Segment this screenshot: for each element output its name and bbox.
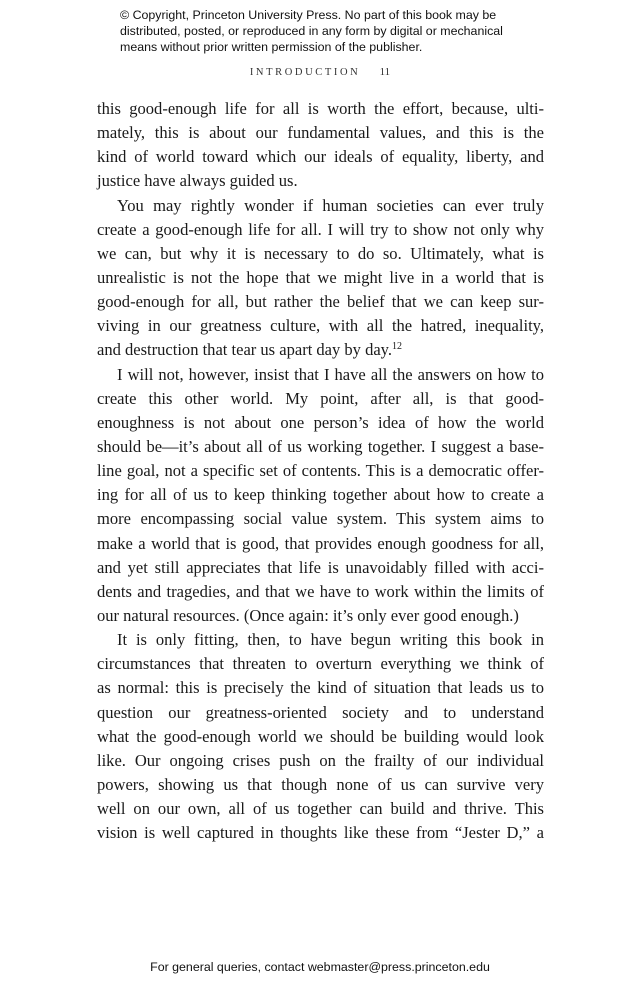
text-line-content: and destruction that tear us apart day by day.: [97, 340, 393, 360]
text-line: we can, but why it is necessary to do so. Ultimately, what is: [97, 243, 544, 263]
text-line: viving in our greatness culture, with all the hatred, inequality,: [97, 316, 544, 336]
text-line: kind of world toward which our ideals of equality, liberty, and: [97, 147, 544, 167]
text-line: as normal: this is precisely the kind of situation that leads us to: [97, 678, 544, 698]
text-line: You may rightly wonder if human societies can ever truly: [117, 195, 544, 215]
text-line: mately, this is about our fundamental values, and this is the: [97, 123, 544, 143]
text-line: unrealistic is not the hope that we might live in a world that is: [97, 267, 544, 287]
text-line: circumstances that threaten to overturn everything we think of: [97, 654, 544, 674]
paragraph: [97, 97, 544, 194]
copyright-line: means without prior written permission of the publisher.: [120, 40, 423, 54]
text-line: dents and tragedies, and that we have to work within the limits of: [97, 581, 544, 601]
body-text: [97, 97, 544, 845]
text-line: well on our own, all of us together can build and thrive. This: [97, 799, 544, 819]
running-head-section: INTRODUCTION: [249, 67, 361, 78]
text-line: should be—it’s about all of us working together. I suggest a base-: [97, 436, 544, 456]
paragraph: [97, 628, 544, 845]
contact-text: For general queries, contact webmaster@press.princeton.edu: [150, 960, 490, 974]
copyright-line: © Copyright, Princeton University Press. No part of this book may be: [120, 8, 497, 22]
paragraph: [97, 363, 544, 629]
text-line: this good-enough life for all is worth the effort, because, ulti-: [97, 99, 544, 118]
text-line: vision is well captured in thoughts like these from “Jester D,” a: [97, 823, 544, 843]
text-line: create a good-enough life for all. I will try to show not only why: [97, 219, 544, 239]
text-line: powers, showing us that though none of us can survive very: [97, 774, 544, 794]
page-footer: [0, 960, 640, 974]
text-line: make a world that is good, that provides enough goodness for all,: [97, 533, 544, 553]
text-line: and yet still appreciates that life is unavoidably filled with acci-: [97, 557, 544, 577]
text-line: ing for all of us to keep thinking together about how to create a: [97, 485, 544, 505]
running-head: [0, 66, 640, 78]
text-line: what the good-enough world we should be building would look: [97, 726, 544, 746]
text-line: create this other world. My point, after all, is that good-: [97, 388, 544, 408]
text-line: justice have always guided us.: [97, 171, 298, 191]
text-line: more encompassing social value system. This system aims to: [97, 509, 544, 529]
text-line: line goal, not a specific set of contents. This is a democratic offer-: [97, 461, 544, 481]
copyright-notice: [120, 7, 560, 55]
text-line: enoughness is not about one person’s idea of how the world: [97, 412, 544, 432]
text-line: like. Our ongoing crises push on the frailty of our individual: [97, 750, 544, 770]
footnote-reference[interactable]: 12: [392, 341, 403, 353]
text-line: question our greatness-oriented society and to understand: [97, 702, 544, 722]
text-line: our natural resources. (Once again: it’s only ever good enough.): [97, 605, 519, 625]
text-line: I will not, however, insist that I have all the answers on how to: [117, 364, 544, 384]
text-line: good-enough for all, but rather the belief that we can keep sur-: [97, 292, 544, 312]
page-number: 11: [379, 66, 391, 78]
text-line: [97, 338, 544, 362]
copyright-line: distributed, posted, or reproduced in any form by digital or mechanical: [120, 24, 503, 38]
paragraph: [97, 194, 544, 363]
text-line: It is only fitting, then, to have begun writing this book in: [117, 630, 544, 650]
